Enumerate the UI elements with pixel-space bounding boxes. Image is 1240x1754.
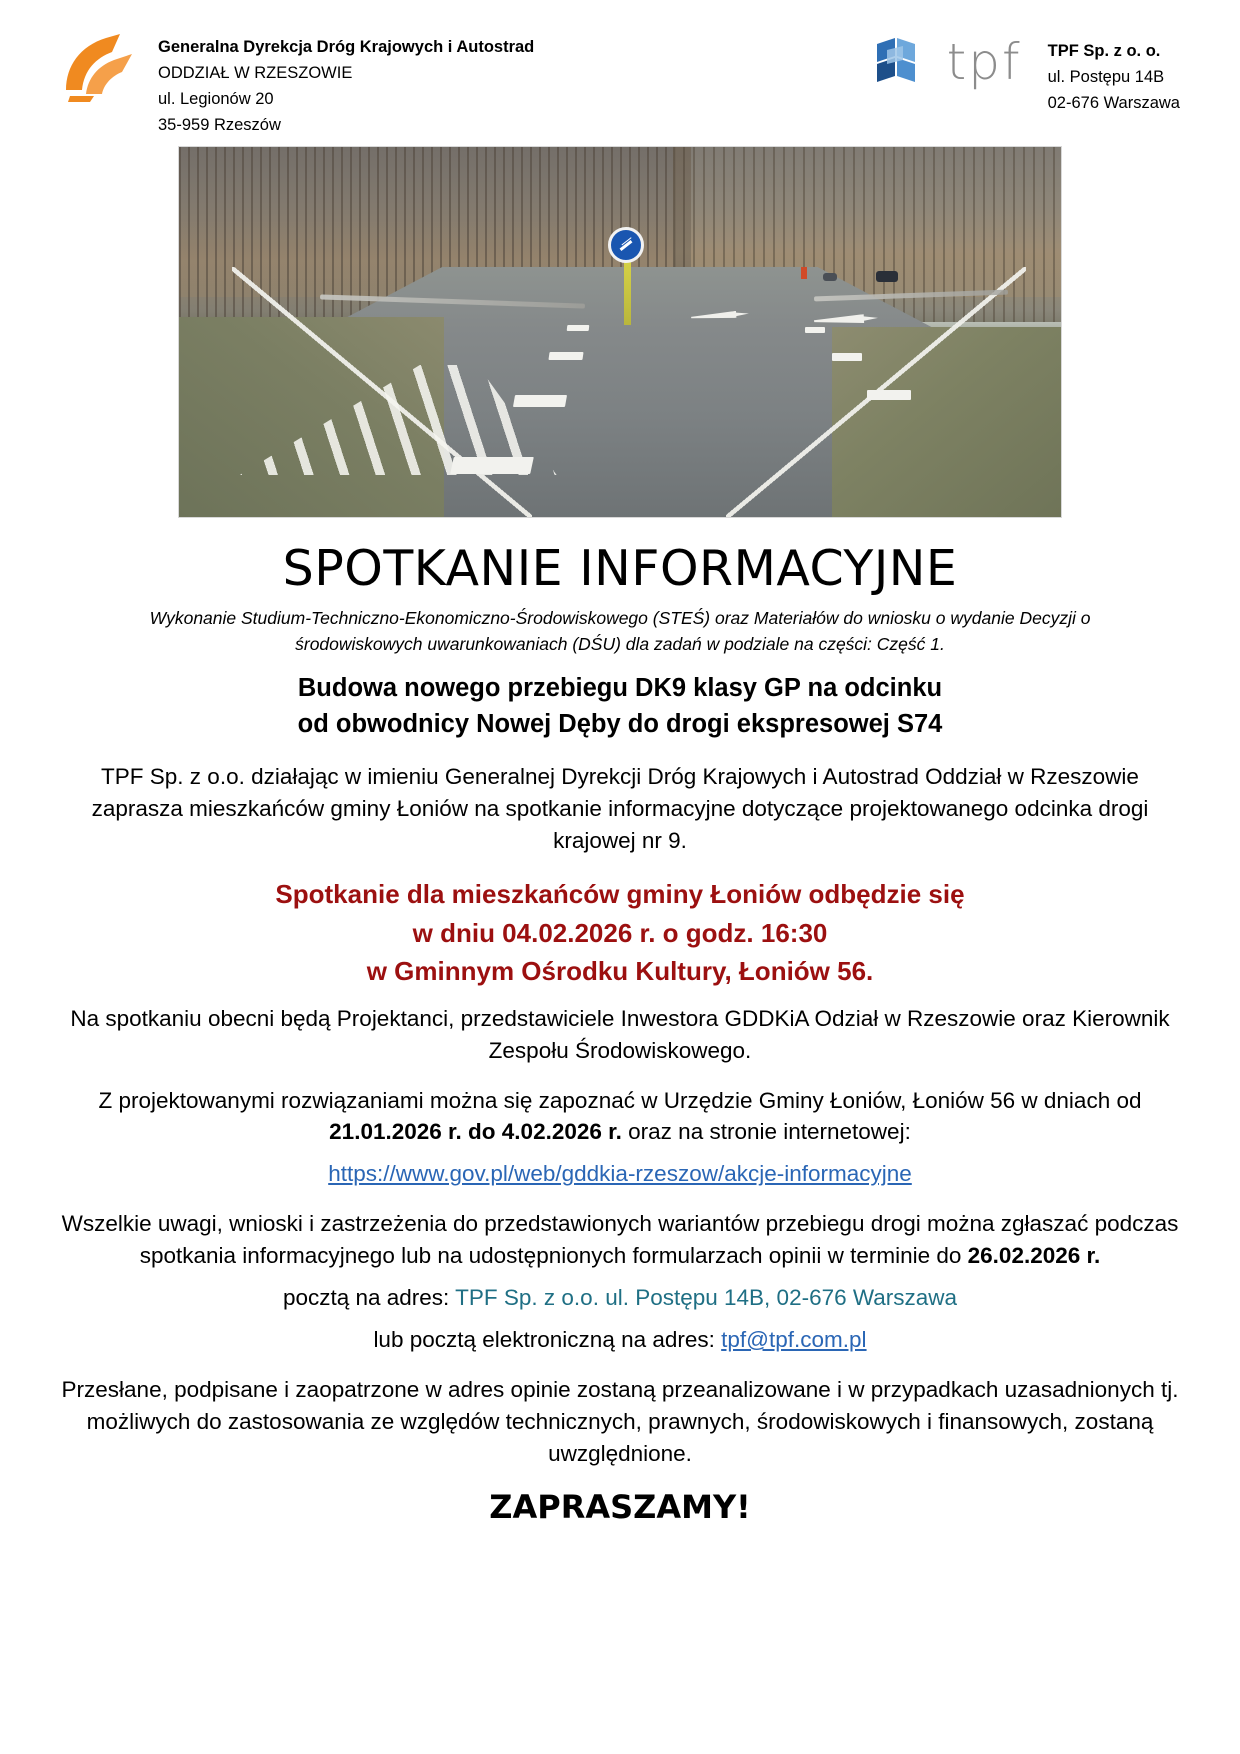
photo-sign-post [624, 255, 631, 325]
review-text-pre: Z projektowanymi rozwiązaniami można się zapoznać w Urzędzie Gminy Łoniów, Łoniów 56 w dniach od [98, 1087, 1142, 1113]
remarks-paragraph [60, 1208, 1180, 1272]
keep-right-sign-icon [608, 227, 644, 263]
attendees-paragraph: Na spotkaniu obecni będą Projektanci, przedstawiciele Inwestora GDDKiA Odział w Rzeszowie oraz Kierownik Zespołu Środowiskowego. [70, 1005, 1170, 1063]
intro-paragraph: TPF Sp. z o.o. działając w imieniu Generalnej Dyrekcji Dróg Krajowych i Autostrad Oddział w Rzeszowie zaprasza mieszkańców gminy Łoniów na spotkanie informacyjne dotyczące projektowanego odcinka drogi krajowej nr 9. [91, 764, 1149, 854]
review-paragraph [60, 1085, 1180, 1149]
review-text-post: oraz na stronie internetowej: [621, 1119, 911, 1145]
postal-address: TPF Sp. z o.o. ul. Postępu 14B, 02-676 Warszawa [455, 1285, 958, 1311]
remarks-deadline: 26.02.2026 r. [967, 1243, 1101, 1269]
closing-invitation: ZAPRASZAMY! [489, 1487, 751, 1526]
gddkia-org-name: Generalna Dyrekcja Dróg Krajowych i Autostrad [158, 38, 535, 56]
email-link[interactable]: tpf@tpf.com.pl [721, 1327, 867, 1353]
meeting-line-3: w Gminnym Ośrodku Kultury, Łoniów 56. [366, 956, 874, 987]
gddkia-postal: 35-959 Rzeszów [158, 116, 281, 135]
study-subtitle: Wykonanie Studium-Techniczno-Ekonomiczno-Środowiskowego (STEŚ) oraz Materiałów do wniosku o wydanie Decyzji o środowiskowych uwarunkowaniach (DŚU) dla zadań w podziale na części: Część 1. [149, 608, 1091, 655]
photo-traffic-cone [801, 267, 807, 279]
meeting-line-2: w dniu 04.02.2026 r. o godz. 16:30 [412, 917, 828, 948]
tpf-street: ul. Postępu 14B [1047, 68, 1165, 87]
gddkia-logo-icon [60, 32, 140, 104]
meeting-line-1: Spotkanie dla mieszkańców gminy Łoniów odbędzie się [275, 879, 965, 910]
photo-lane-dash [867, 390, 911, 400]
project-title-line2: od obwodnicy Nowej Dęby do drogi ekspresowej S74 [297, 710, 943, 739]
tpf-postal: 02-676 Warszawa [1047, 94, 1180, 113]
photo-lane-dash [451, 457, 535, 474]
tpf-company-name: TPF Sp. z o. o. [1047, 42, 1161, 60]
gddkia-street: ul. Legionów 20 [158, 90, 274, 109]
postal-submission-line [60, 1282, 1180, 1314]
project-title [60, 670, 1180, 744]
review-dates: 21.01.2026 r. do 4.02.2026 r. [329, 1119, 622, 1145]
postal-label: pocztą na adres: [282, 1285, 456, 1311]
tpf-logo-icon [869, 34, 1022, 90]
gddkia-header-block [60, 28, 534, 138]
photo-lane-dash [832, 353, 862, 361]
website-line [60, 1158, 1180, 1190]
photo-lane-dash [513, 395, 567, 407]
project-title-line1: Budowa nowego przebiegu DK9 klasy GP na odcinku [297, 673, 943, 702]
gddkia-branch: ODDZIAŁ W RZESZOWIE [158, 64, 353, 83]
remarks-text-pre: Wszelkie uwagi, wnioski i zastrzeżenia do przedstawionych wariantów przebiegu drogi można zgłaszać podczas spotkania informacyjnego lub na udostępnionych formularzach opinii w terminie do [61, 1211, 1179, 1269]
photo-lane-dash [567, 325, 590, 331]
gddkia-address [158, 28, 534, 138]
email-label: lub pocztą elektroniczną na adres: [373, 1327, 722, 1353]
photo-lane-dash [549, 352, 584, 360]
tpf-address [1048, 34, 1180, 116]
photo-vehicle [876, 271, 898, 282]
document-header [60, 28, 1180, 138]
tpf-wordmark: tpf [946, 33, 1022, 91]
photo-vehicle [823, 273, 837, 281]
email-submission-line [60, 1324, 1180, 1356]
page-title: SPOTKANIE INFORMACYJNE [282, 540, 958, 597]
road-photo [178, 146, 1062, 518]
website-link[interactable]: https://www.gov.pl/web/gddkia-rzeszow/akcje-informacyjne [328, 1161, 912, 1187]
meeting-details [60, 875, 1180, 990]
road-photo-image [179, 147, 1061, 517]
photo-lane-dash [805, 327, 825, 333]
tpf-header-block [869, 28, 1180, 116]
final-note-paragraph: Przesłane, podpisane i zaopatrzone w adres opinie zostaną przeanalizowane i w przypadkach uzasadnionych tj. możliwych do zastosowania ze względów technicznych, prawnych, środowiskowych i finansowych, zostaną uwzględnione. [61, 1377, 1179, 1466]
